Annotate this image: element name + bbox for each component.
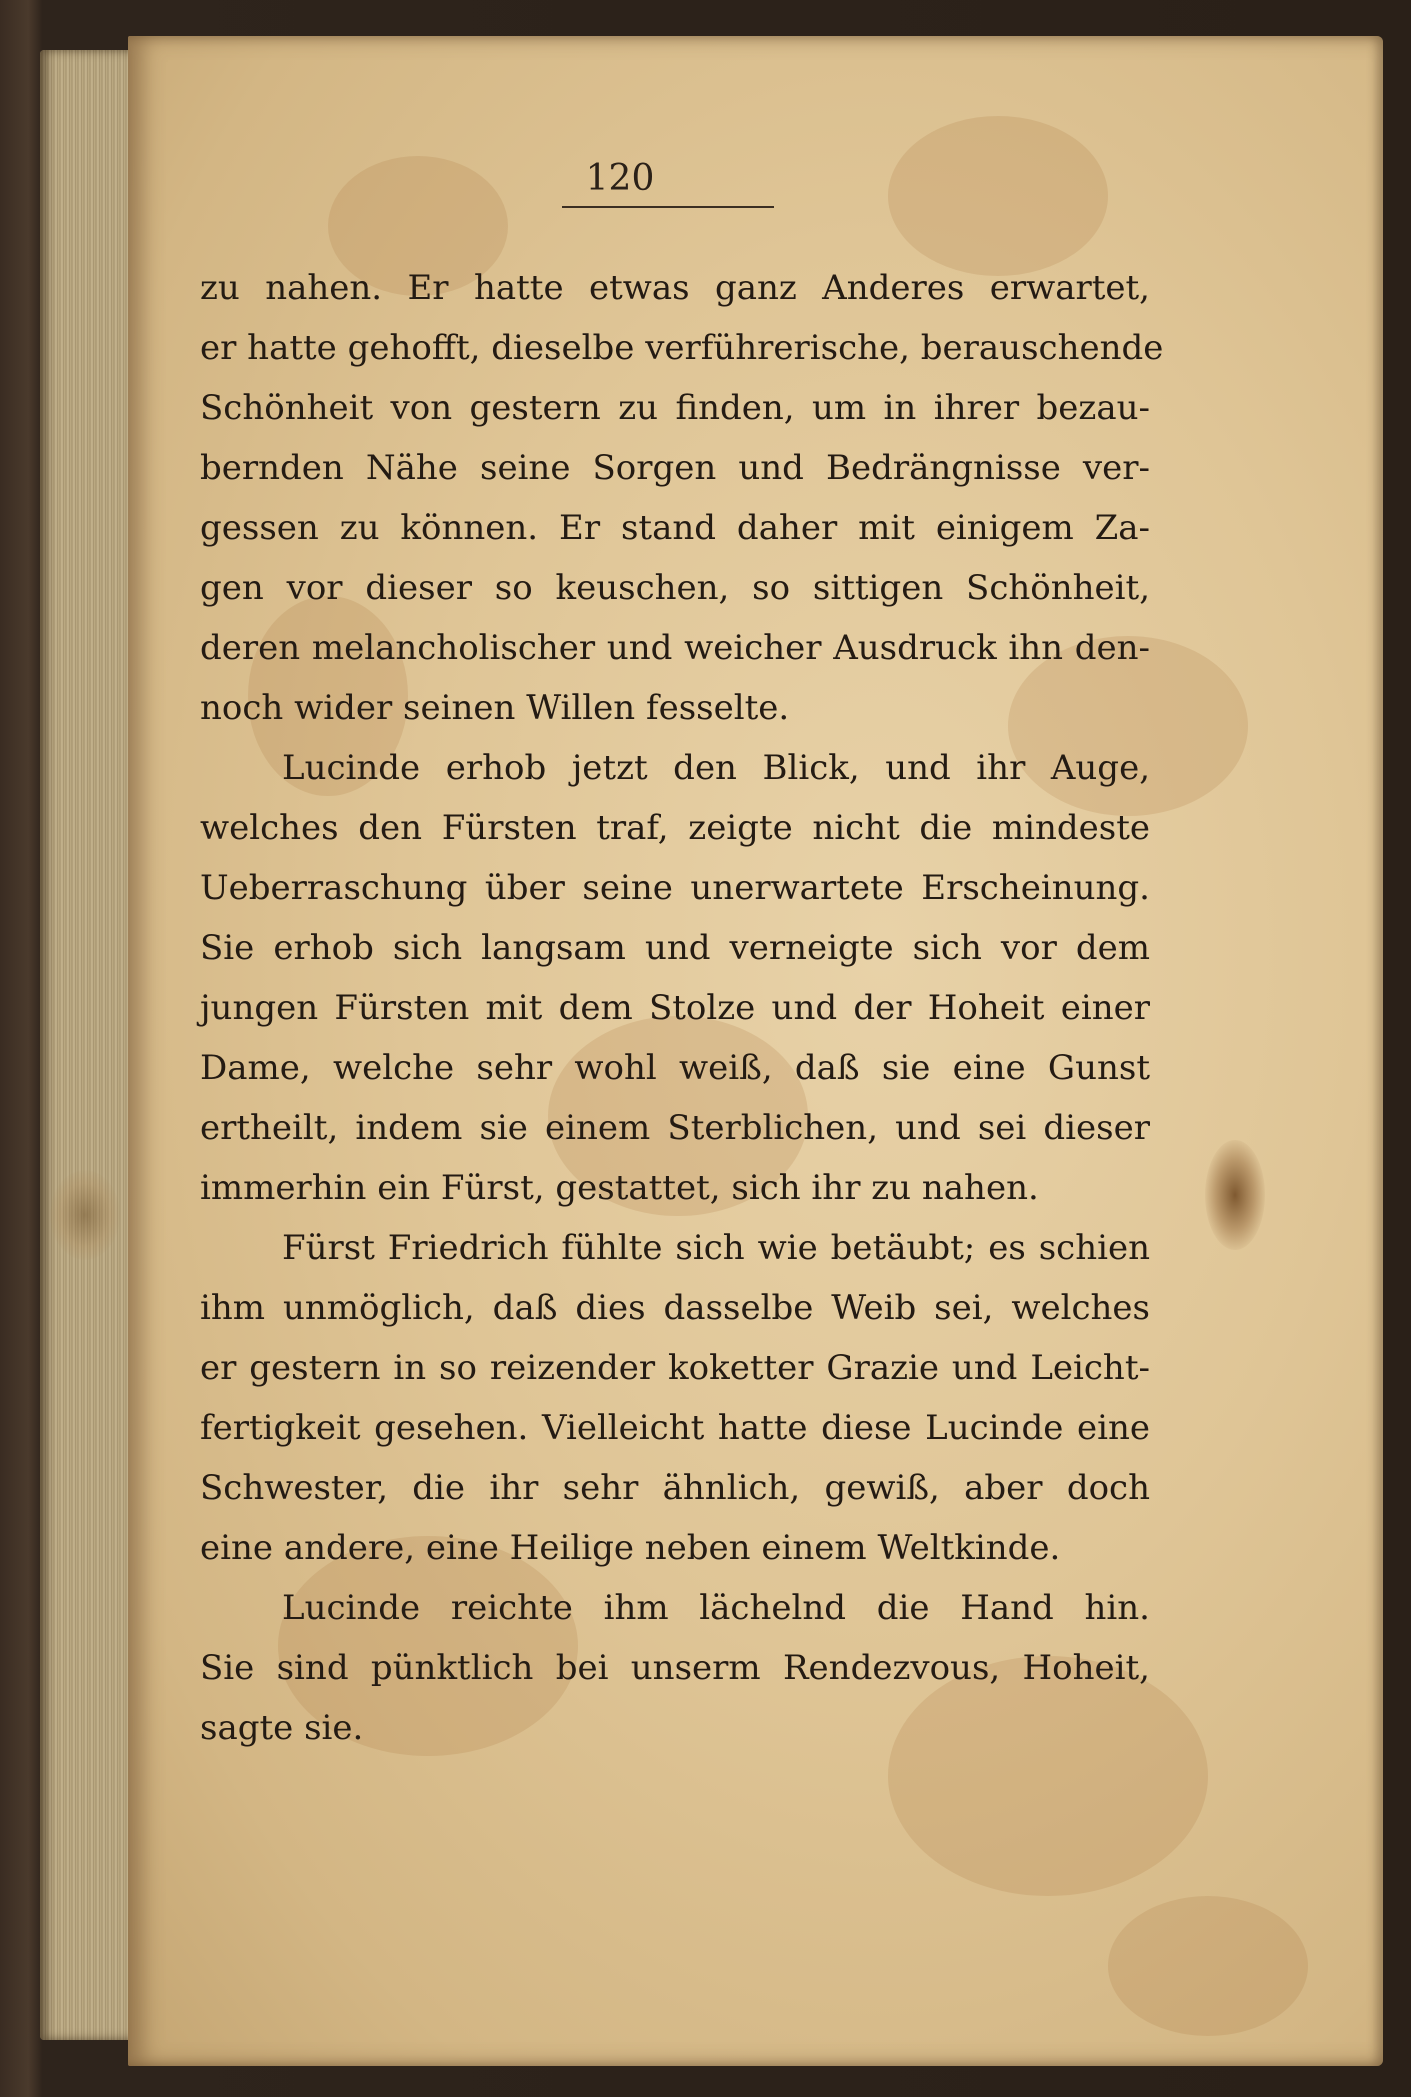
text-line: eine andere, eine Heilige neben einem Weltkinde.	[200, 1528, 1061, 1568]
text-line: ihm unmöglich, daß dies dasselbe Weib sei, welches	[200, 1288, 1150, 1328]
text-line: er hatte gehofft, dieselbe verführerische, berauschende	[200, 328, 1164, 368]
text-line: Schwester, die ihr sehr ähnlich, gewiß, aber doch	[200, 1468, 1150, 1508]
page-number: 120	[585, 158, 655, 199]
text-line: Lucinde reichte ihm lächelnd die Hand hin.	[282, 1588, 1150, 1628]
text-line: Sie erhob sich langsam und verneigte sich vor dem	[200, 928, 1150, 968]
stain-right	[1205, 1140, 1265, 1250]
text-line: gen vor dieser so keuschen, so sittigen Schönheit,	[200, 568, 1150, 608]
text-line: deren melancholischer und weicher Ausdruck ihn den-	[200, 628, 1150, 668]
text-line: immerhin ein Fürst, gestattet, sich ihr zu nahen.	[200, 1168, 1039, 1208]
stain-left	[50, 1170, 120, 1260]
body-text	[200, 258, 1164, 1758]
text-line: Fürst Friedrich fühlte sich wie betäubt; es schien	[282, 1228, 1150, 1268]
text-line: noch wider seinen Willen fesselte.	[200, 688, 790, 728]
header-rule	[562, 206, 774, 208]
text-line: er gestern in so reizender koketter Grazie und Leicht-	[200, 1348, 1150, 1388]
text-line: sagte sie.	[200, 1708, 364, 1748]
text-line: Sie sind pünktlich bei unserm Rendezvous, Hoheit,	[200, 1648, 1150, 1688]
text-line: fertigkeit gesehen. Vielleicht hatte diese Lucinde eine	[200, 1408, 1150, 1448]
page-edges	[40, 50, 140, 2040]
text-line: bernden Nähe seine Sorgen und Bedrängnisse ver-	[200, 448, 1150, 488]
text-line: zu nahen. Er hatte etwas ganz Anderes erwartet,	[200, 268, 1150, 308]
foxing-spot	[1108, 1896, 1308, 2036]
text-line: welches den Fürsten traf, zeigte nicht die mindeste	[200, 808, 1150, 848]
text-line: Dame, welche sehr wohl weiß, daß sie eine Gunst	[200, 1048, 1150, 1088]
text-line: Lucinde erhob jetzt den Blick, und ihr Auge,	[282, 748, 1150, 788]
text-line: Schönheit von gestern zu finden, um in ihrer bezau-	[200, 388, 1150, 428]
text-line: jungen Fürsten mit dem Stolze und der Hoheit einer	[200, 988, 1150, 1028]
text-line: gessen zu können. Er stand daher mit einigem Za-	[200, 508, 1150, 548]
foxing-spot	[888, 116, 1108, 276]
text-line: Ueberraschung über seine unerwartete Erscheinung.	[200, 868, 1150, 908]
text-line: ertheilt, indem sie einem Sterblichen, und sei dieser	[200, 1108, 1150, 1148]
